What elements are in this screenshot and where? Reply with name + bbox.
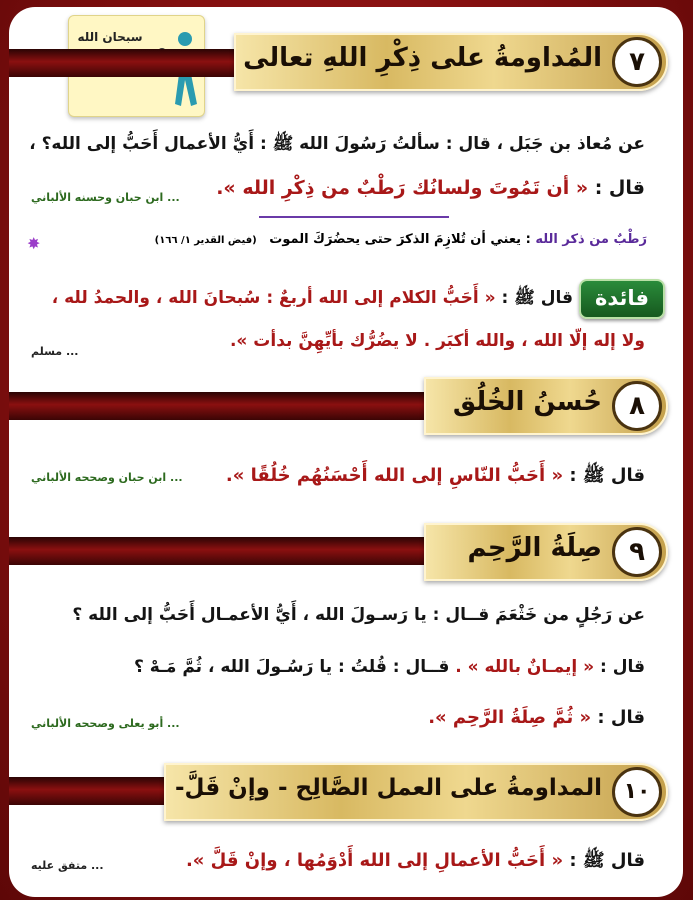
s9-question: قــال : قُلتُ : يا رَسُـولَ الله ، ثُمَّ مَـهْ ؟: [133, 657, 456, 677]
section-8-number: ٨: [612, 381, 662, 431]
s7-divider: [259, 216, 449, 218]
s7-hadith-line-2: [216, 177, 645, 199]
s8-said: قال ﷺ :: [563, 465, 645, 486]
benefit-quote-1: « أَحَبُّ الكلام إلى الله أربعٌ : سُبحانَ الله ، والحمدُ لله ،: [51, 288, 496, 308]
s9-source: ... أبو يعلى وصححه الألباني: [31, 717, 180, 730]
section-9-bar: [9, 537, 449, 565]
benefit-line-1: [52, 287, 573, 312]
section-10-bar: [9, 777, 189, 805]
s9-said-1: قال :: [594, 657, 645, 677]
benefit-badge: فائدة: [579, 279, 665, 319]
section-9-title: صِلَةُ الرَّحِم: [467, 533, 602, 563]
section-8-title: حُسنُ الخُلُق: [452, 387, 602, 417]
note-line-1: سبحان الله: [77, 30, 143, 44]
s7-note-text: : يعني أن تُلازِمَ الذكرَ حتى يحضُرَكَ الموت: [269, 232, 531, 247]
s7-explanation: [155, 232, 647, 247]
content-card: [9, 7, 683, 897]
s7-said: قال :: [588, 177, 645, 199]
section-7-banner: [234, 33, 668, 91]
s9-line-3: [428, 707, 645, 728]
s9-line-1: عن رَجُلٍ من خَثْعَمَ قــال : يا رَسـولَ الله ، أَيُّ الأعمـال أَحَبُّ إلى الله ؟: [72, 605, 645, 625]
s10-said: قال ﷺ :: [563, 850, 645, 871]
benefit-source: ... مسلم: [31, 345, 79, 358]
s9-line-2: [134, 657, 645, 677]
section-8-banner: [424, 377, 668, 435]
benefit-line-2: ولا إله إلّا الله ، والله أكبَر . لا يضُرُّك بأيِّهِنَّ بدأت ».: [229, 331, 645, 351]
s8-source: ... ابن حبان وصححه الألباني: [31, 471, 183, 484]
section-10-title: المداومةُ على العمل الصَّالِح - وإنْ قَلَّ-: [175, 775, 602, 801]
s10-hadith: [186, 849, 645, 875]
benefit-said: قال ﷺ :: [495, 288, 573, 308]
section-7-bar: [9, 49, 269, 77]
star-icon: ✸: [27, 234, 41, 253]
section-10-number: ١٠: [612, 767, 662, 817]
s7-note-term: رَطْبٌ من ذكر الله: [535, 232, 647, 247]
section-9-number: ٩: [612, 527, 662, 577]
s7-source: ... ابن حبان وحسنه الألباني: [31, 191, 180, 204]
s7-note-ref: (فيض القدير ١/ ١٦٦): [154, 235, 257, 246]
s7-hadith-line-1: عن مُعاذ بن جَبَل ، قال : سألتُ رَسُولَ الله ﷺ : أَيُّ الأعمال أَحَبُّ إلى الله؟ ،: [29, 134, 645, 154]
section-7-title: المُداومةُ على ذِكْرِ اللهِ تعالى: [243, 43, 602, 73]
s8-quote: « أَحَبُّ النّاسِ إلى الله أَحْسَنُهُم خُلُقًا ».: [225, 465, 564, 486]
section-10-banner: [164, 763, 668, 821]
s9-said-2: قال :: [591, 707, 645, 728]
s9-quote-1: « إيمـانٌ بالله » .: [455, 657, 595, 677]
s7-quote: « أن تَمُوتَ ولسانُك رَطْبٌ من ذِكْرِ الله ».: [216, 177, 589, 199]
s9-quote-2: « ثُمَّ صِلَةُ الرَّحِم ».: [428, 707, 592, 728]
s10-source: ... متفق عليه: [31, 859, 104, 872]
section-8-bar: [9, 392, 449, 420]
section-7-number: ٧: [612, 37, 662, 87]
s10-quote: « أَحَبُّ الأعمالِ إلى الله أَدْوَمُها ، وإنْ قَلَّ ».: [185, 850, 564, 871]
section-9-banner: [424, 523, 668, 581]
s8-hadith: [226, 464, 645, 490]
